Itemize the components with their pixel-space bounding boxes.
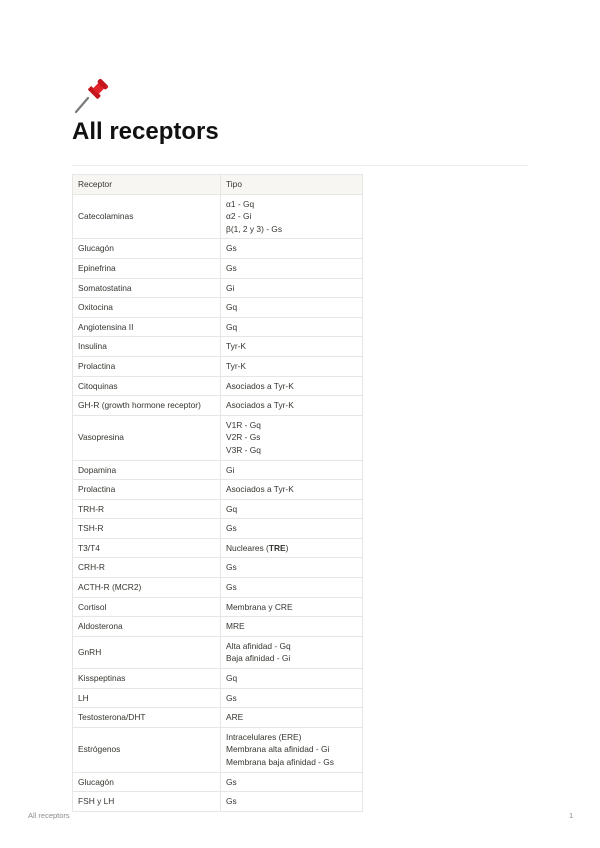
tipo-cell bbox=[221, 317, 363, 337]
tipo-line: V2R - Gs bbox=[226, 432, 261, 443]
table-row bbox=[73, 597, 363, 617]
tipo-line: Gq bbox=[226, 503, 238, 514]
table-row bbox=[73, 636, 363, 668]
tipo-cell bbox=[221, 772, 363, 792]
tipo-line: Asociados a Tyr-K bbox=[226, 484, 294, 495]
tipo-line: Gs bbox=[226, 692, 237, 703]
table-row bbox=[73, 356, 363, 376]
receptor-cell: Angiotensina II bbox=[73, 317, 221, 337]
footer-title: All receptors bbox=[28, 811, 70, 820]
tipo-cell bbox=[221, 499, 363, 519]
tipo-emphasis: TRE bbox=[268, 542, 286, 553]
receptor-cell: TRH-R bbox=[73, 499, 221, 519]
tipo-cell bbox=[221, 597, 363, 617]
tipo-cell bbox=[221, 480, 363, 500]
receptors-table bbox=[72, 174, 363, 812]
receptor-cell: Citoquinas bbox=[73, 376, 221, 396]
page-number: 1 bbox=[569, 811, 574, 820]
table-row bbox=[73, 239, 363, 259]
table-row bbox=[73, 519, 363, 539]
tipo-line: Alta afinidad - Gq bbox=[226, 640, 291, 651]
tipo-text: ) bbox=[285, 542, 289, 553]
table-row bbox=[73, 258, 363, 278]
receptor-cell: Estrógenos bbox=[73, 727, 221, 772]
receptor-cell: Glucagón bbox=[73, 239, 221, 259]
tipo-line: MRE bbox=[226, 621, 245, 632]
table-row bbox=[73, 415, 363, 460]
tipo-line: Gs bbox=[226, 776, 237, 787]
tipo-cell bbox=[221, 356, 363, 376]
tipo-cell bbox=[221, 258, 363, 278]
tipo-line: β(1, 2 y 3) - Gs bbox=[226, 223, 283, 234]
tipo-line: Gs bbox=[226, 262, 237, 273]
tipo-line: Gs bbox=[226, 562, 237, 573]
table-row bbox=[73, 578, 363, 598]
table-row bbox=[73, 396, 363, 416]
table-row bbox=[73, 337, 363, 357]
table-header-row bbox=[73, 175, 363, 195]
tipo-line: Gs bbox=[226, 582, 237, 593]
table-row bbox=[73, 538, 363, 558]
table-row bbox=[73, 708, 363, 728]
table-row bbox=[73, 460, 363, 480]
tipo-line: Gs bbox=[226, 243, 237, 254]
receptor-cell: Epinefrina bbox=[73, 258, 221, 278]
tipo-line: α2 - Gi bbox=[226, 211, 252, 222]
tipo-cell bbox=[221, 298, 363, 318]
receptor-cell: FSH y LH bbox=[73, 792, 221, 812]
column-header-receptor: Receptor bbox=[73, 175, 221, 195]
tipo-line: Membrana baja afinidad - Gs bbox=[226, 757, 334, 767]
tipo-cell bbox=[221, 278, 363, 298]
receptor-cell: Catecolaminas bbox=[73, 194, 221, 239]
tipo-line: Gi bbox=[226, 464, 235, 475]
receptor-cell: Insulina bbox=[73, 337, 221, 357]
table-row bbox=[73, 376, 363, 396]
tipo-line: Gs bbox=[226, 796, 237, 807]
receptor-cell: Testosterona/DHT bbox=[73, 708, 221, 728]
tipo-line: Gq bbox=[226, 302, 238, 313]
tipo-line: Asociados a Tyr-K bbox=[226, 380, 294, 391]
table-row bbox=[73, 480, 363, 500]
tipo-line: α1 - Gq bbox=[226, 198, 255, 209]
tipo-cell bbox=[221, 519, 363, 539]
table-row bbox=[73, 617, 363, 637]
tipo-line: V1R - Gq bbox=[226, 419, 261, 430]
table-row bbox=[73, 792, 363, 812]
column-header-tipo: Tipo bbox=[221, 175, 363, 195]
tipo-line: Gq bbox=[226, 673, 238, 684]
table-row bbox=[73, 669, 363, 689]
tipo-cell bbox=[221, 239, 363, 259]
tipo-cell bbox=[221, 460, 363, 480]
tipo-text: Nucleares ( bbox=[226, 542, 269, 553]
receptor-cell: Glucagón bbox=[73, 772, 221, 792]
receptor-cell: ACTH-R (MCR2) bbox=[73, 578, 221, 598]
receptor-cell: Vasopresina bbox=[73, 415, 221, 460]
tipo-cell bbox=[221, 538, 363, 558]
table-row bbox=[73, 499, 363, 519]
tipo-line: Tyr-K bbox=[226, 341, 247, 352]
tipo-cell bbox=[221, 688, 363, 708]
tipo-cell bbox=[221, 669, 363, 689]
tipo-cell bbox=[221, 337, 363, 357]
table-row bbox=[73, 727, 363, 772]
tipo-line: Gi bbox=[226, 282, 235, 293]
receptor-cell: Dopamina bbox=[73, 460, 221, 480]
table-row bbox=[73, 194, 363, 239]
receptor-cell: GH-R (growth hormone receptor) bbox=[73, 396, 221, 416]
tipo-line: Tyr-K bbox=[226, 360, 247, 371]
table-row bbox=[73, 558, 363, 578]
table-body bbox=[73, 194, 363, 811]
receptor-cell: Prolactina bbox=[73, 480, 221, 500]
table-row bbox=[73, 688, 363, 708]
receptor-cell: Prolactina bbox=[73, 356, 221, 376]
tipo-cell bbox=[221, 727, 363, 772]
tipo-cell bbox=[221, 636, 363, 668]
tipo-line: Asociados a Tyr-K bbox=[226, 400, 294, 411]
tipo-line: Baja afinidad - Gi bbox=[226, 653, 291, 664]
receptor-cell: CRH-R bbox=[73, 558, 221, 578]
table-row bbox=[73, 317, 363, 337]
title-divider bbox=[72, 165, 528, 166]
tipo-cell bbox=[221, 792, 363, 812]
receptor-cell: Somatostatina bbox=[73, 278, 221, 298]
tipo-cell bbox=[221, 708, 363, 728]
receptor-cell: LH bbox=[73, 688, 221, 708]
tipo-line: ARE bbox=[226, 712, 244, 723]
receptor-cell: TSH-R bbox=[73, 519, 221, 539]
tipo-line: Gq bbox=[226, 321, 238, 332]
receptor-cell: T3/T4 bbox=[73, 538, 221, 558]
tipo-cell bbox=[221, 194, 363, 239]
tipo-line: Intracelulares (ERE) bbox=[226, 731, 302, 742]
receptor-cell: Cortisol bbox=[73, 597, 221, 617]
table-row bbox=[73, 278, 363, 298]
table-row bbox=[73, 772, 363, 792]
tipo-line: Membrana y CRE bbox=[226, 601, 293, 612]
tipo-line: Gs bbox=[226, 523, 237, 534]
tipo-cell bbox=[221, 376, 363, 396]
tipo-cell bbox=[221, 396, 363, 416]
table-row bbox=[73, 298, 363, 318]
tipo-cell bbox=[221, 415, 363, 460]
tipo-line: Membrana alta afinidad - Gi bbox=[226, 744, 330, 755]
receptor-cell: GnRH bbox=[73, 636, 221, 668]
page-title: All receptors bbox=[72, 118, 219, 145]
pushpin-icon bbox=[72, 76, 112, 116]
tipo-line: V3R - Gq bbox=[226, 444, 261, 455]
tipo-cell bbox=[221, 617, 363, 637]
receptor-cell: Oxitocina bbox=[73, 298, 221, 318]
tipo-cell bbox=[221, 578, 363, 598]
tipo-cell bbox=[221, 558, 363, 578]
receptor-cell: Aldosterona bbox=[73, 617, 221, 637]
receptor-cell: Kisspeptinas bbox=[73, 669, 221, 689]
